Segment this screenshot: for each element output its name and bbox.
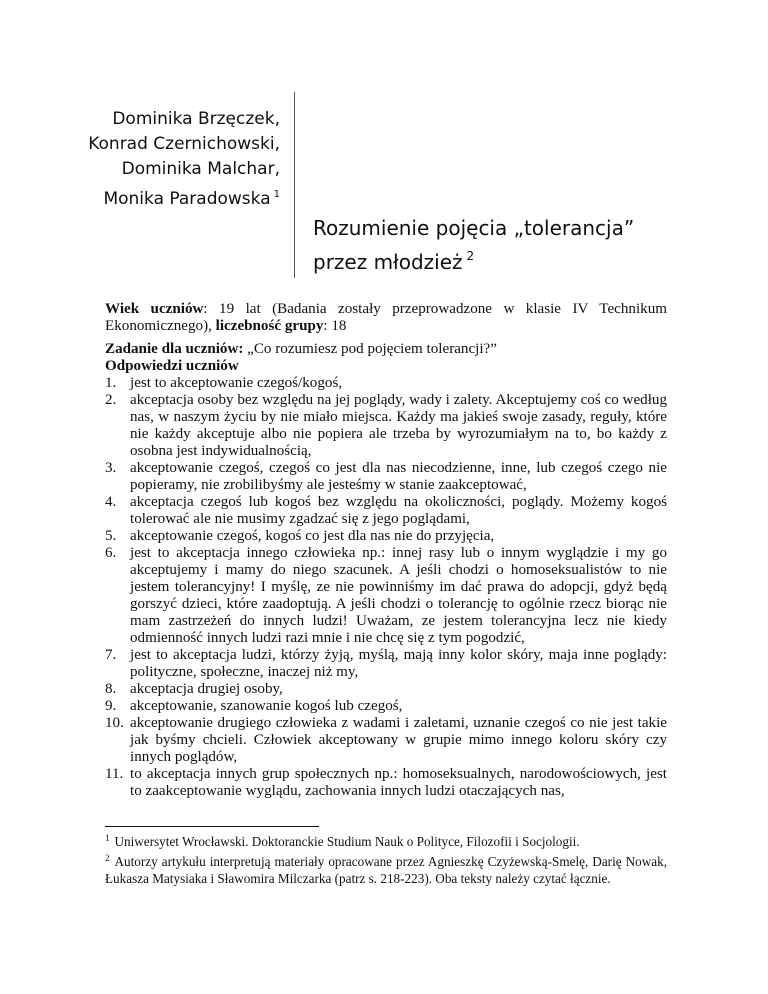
answer-item: 11. to akceptacja innych grup społecznych np.: homoseksualnych, narodowościowych, jest to zaakceptowanie wyglądu, zachowania innych ludzi otaczających nas, — [105, 766, 667, 799]
answer-item: 9. akceptowanie, szanowanie kogoś lub czegoś, — [105, 698, 403, 714]
answer-item: 8. akceptacja drugiej osoby, — [105, 681, 283, 697]
title-line-1: Rozumienie pojęcia „tolerancja” — [313, 216, 635, 240]
author-name-last — [60, 182, 280, 212]
author-name: Monika Paradowska — [103, 189, 271, 209]
author-list — [60, 107, 280, 212]
title-line-2: przez młodzież $^2$ — [313, 249, 475, 274]
author-name: Konrad Czernichowski, — [88, 134, 280, 154]
answers-list — [105, 375, 667, 800]
group-text: : 18 — [323, 318, 347, 334]
author-name: Dominika Malchar, — [121, 159, 280, 179]
task-text: „Co rozumiesz pod pojęciem tolerancji?” — [243, 341, 497, 357]
study-meta — [105, 301, 667, 335]
footnote-2: $^2$ Autorzy artykułu interpretują materiały opracowane przez Agnieszkę Czyżewską-Smelę, Darię Nowak, Łukasza Matysiaka i Sławomira Milczarka (patrz s. 218-223). Oba teksty należy czytać łącznie. — [105, 853, 667, 886]
author-name: Dominika Brzęczek, — [112, 109, 280, 129]
footnote-1: $^1$ Uniwersytet Wrocławski. Doktoranckie Studium Nauk o Polityce, Filozofii i Socjologii. — [105, 833, 580, 849]
age-text: : 19 lat (Badania zostały przeprowadzone w klasie IV Technikum Ekonomicznego), — [105, 301, 667, 334]
footnote-rule — [105, 826, 319, 827]
answers-heading: Odpowiedzi uczniów — [105, 358, 239, 374]
footnote-ref-2: 2 — [466, 249, 475, 263]
answer-item: 5. akceptowanie czegoś, kogoś co jest dla nas nie do przyjęcia, — [105, 528, 495, 544]
vertical-divider — [294, 92, 295, 278]
answer-item: 4. akceptacja czegoś lub kogoś bez względu na okoliczności, poglądy. Możemy kogoś tolerować ale nie musimy zgadzać się z jego poglądami, — [105, 494, 667, 527]
answer-item: 7. jest to akceptacja ludzi, którzy żyją, myślą, mają inny kolor skóry, maja inne poglądy: polityczne, społeczne, inaczej niż my, — [105, 647, 667, 680]
task-statement — [105, 341, 667, 358]
answer-item: 10. akceptowanie drugiego człowieka z wadami i zaletami, uznanie czegoś co nie jest takie jak byśmy chcieli. Człowiek akceptowany w grupie mimo innego koloru skóry czy innych poglądów, — [105, 715, 667, 765]
answer-item: 6. jest to akceptacja innego człowieka np.: innej rasy lub o innym wyglądzie i my go akceptujemy i mamy do niego szacunek. A jeśli chodzi o homoseksualistów to nie jestem tolerancyjny! I myślę, ze nie powinniśmy im dać prawa do adopcji, gdyż będą gorszyć dzieci, które zaadoptują. A jeśli chodzi o tolerancję to ogólnie rzecz biorąc nie mam zastrzeżeń do innych ludzi! Uważam, ze jestem tolerancyjna lecz nie kiedy odmienność innych ludzi razi mnie i nie chcę się z tym pogodzić, — [105, 545, 667, 646]
footnote-ref-1: 1 — [273, 189, 280, 200]
answer-item: 3. akceptowanie czegoś, czegoś co jest dla nas niecodzienne, inne, lub czegoś czego nie popieramy, nie zrobilibyśmy ale jesteśmy w stanie zaakceptować, — [105, 460, 667, 493]
task-label: Zadanie dla uczniów: — [105, 341, 244, 357]
article-title — [313, 214, 634, 276]
footnotes — [105, 830, 667, 887]
answer-item: 2. akceptacja osoby bez względu na jej poglądy, wady i zalety. Akceptujemy coś co według nas, w naszym życiu by nie miało miejsca. Każdy ma jakieś swoje zasady, reguły, które nie każdy akceptuje albo nie popiera ale trzeba by wyrozumiałym na to, bo każdy z osobna jest indywidualnością, — [105, 392, 667, 459]
age-label: Wiek uczniów — [105, 301, 204, 317]
article-body — [105, 301, 667, 800]
group-label: liczebność grupy — [215, 318, 324, 334]
answer-item: 1. jest to akceptowanie czegoś/kogoś, — [105, 375, 343, 391]
